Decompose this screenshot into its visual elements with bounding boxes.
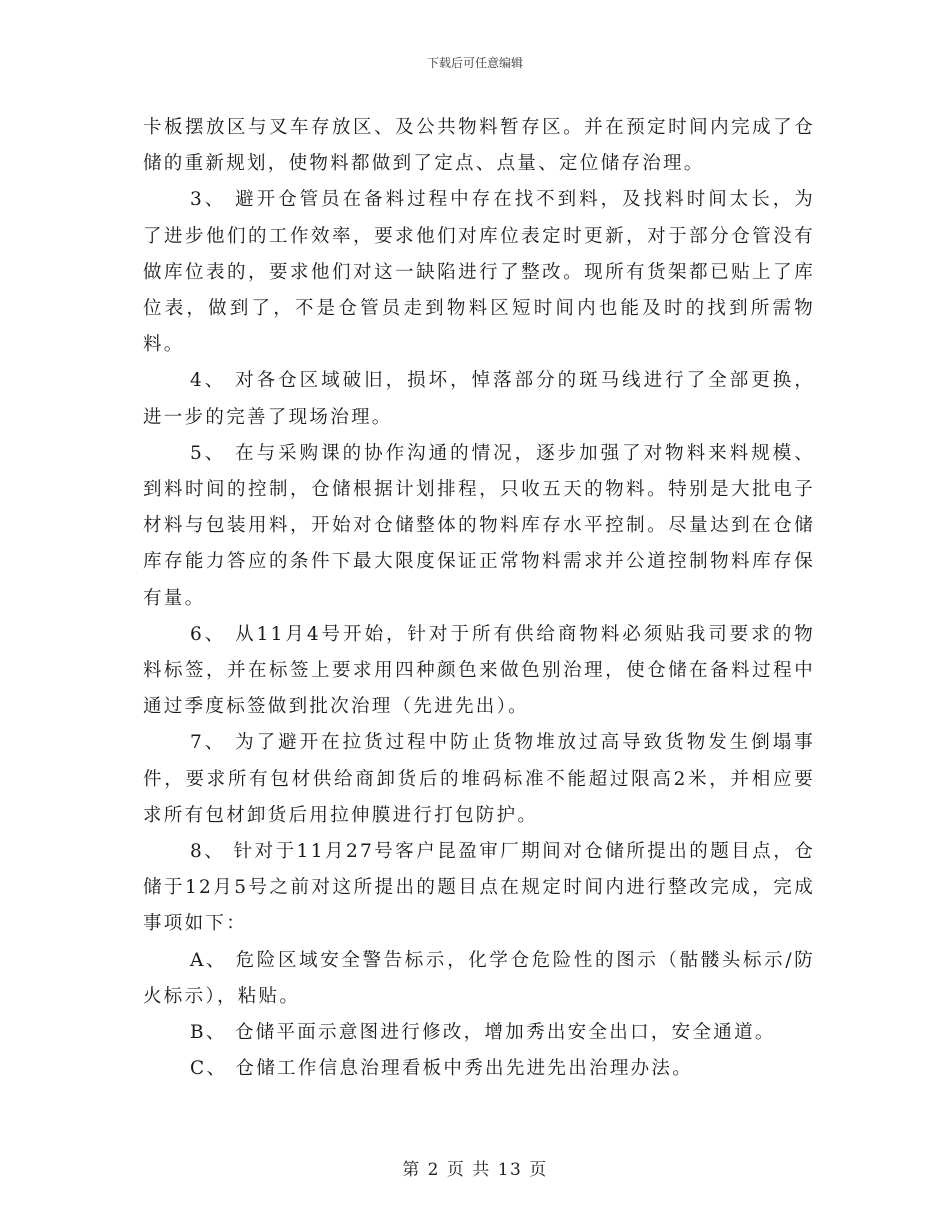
- paragraph-item-8: 8、 针对于11月27号客户昆盈审厂期间对仓储所提出的题目点，仓储于12月5号之前对这所提出的题目点在规定时间内进行整改完成，完成事项如下：: [143, 841, 815, 935]
- paragraph-item-6: 6、 从11月4号开始，针对于所有供给商物料必须贴我司要求的物料标签，并在标签上要求用四种颜色来做色别治理，使仓储在备料过程中通过季度标签做到批次治理（先进先出）。: [143, 623, 815, 718]
- page-header-note: 下载后可任意编辑: [426, 56, 523, 70]
- footer-current-page: 2: [427, 1160, 440, 1180]
- paragraph-item-3: 3、 避开仓管员在备料过程中存在找不到料，及找料时间太长，为了进步他们的工作效率，要求他们对库位表定时更新，对于部分仓管没有做库位表的，要求他们对这一缺陷进行了整改。现所有货架都已贴上了库位表，做到了，不是仓管员走到物料区短时间内也能及时的找到所需物料。: [143, 189, 815, 356]
- paragraph-item-b: B、 仓储平面示意图进行修改，增加秀出安全出口，安全通道。: [190, 1022, 776, 1044]
- paragraph-item-4: 4、 对各仓区域破旧，损坏，悼落部分的斑马线进行了全部更换，进一步的完善了现场治理。: [143, 370, 815, 428]
- paragraph-item-a: A、 危险区域安全警告标示，化学仓危险性的图示（骷髅头标示/防火标示），粘贴。: [143, 949, 815, 1007]
- paragraph-item-7: 7、 为了避开在拉货过程中防止货物堆放过高导致货物发生倒塌事件，要求所有包材供给商卸货后的堆码标准不能超过限高2米，并相应要求所有包材卸货后用拉伸膜进行打包防护。: [143, 732, 815, 826]
- paragraph-continuation: 卡板摆放区与叉车存放区、及公共物料暂存区。并在预定时间内完成了仓储的重新规划，使物料都做到了定点、点量、定位储存治理。: [143, 117, 815, 175]
- document-body: [143, 110, 815, 1087]
- paragraph-item-5: 5、 在与采购课的协作沟通的情况，逐步加强了对物料来料规模、到料时间的控制，仓储根据计划排程，只收五天的物料。特别是大批电子材料与包装用料，开始对仓储整体的物料库存水平控制。尽量达到在仓储库存能力答应的条件下最大限度保证正常物料需求并公道控制物料库存保有量。: [143, 442, 815, 609]
- footer-mid: 页 共: [446, 1160, 491, 1180]
- page-footer: [0, 1155, 950, 1180]
- footer-prefix: 第: [402, 1160, 421, 1180]
- paragraph-item-c: C、 仓储工作信息治理看板中秀出先进先出治理办法。: [190, 1058, 694, 1080]
- footer-suffix: 页: [529, 1160, 548, 1180]
- footer-total-pages: 13: [497, 1160, 523, 1180]
